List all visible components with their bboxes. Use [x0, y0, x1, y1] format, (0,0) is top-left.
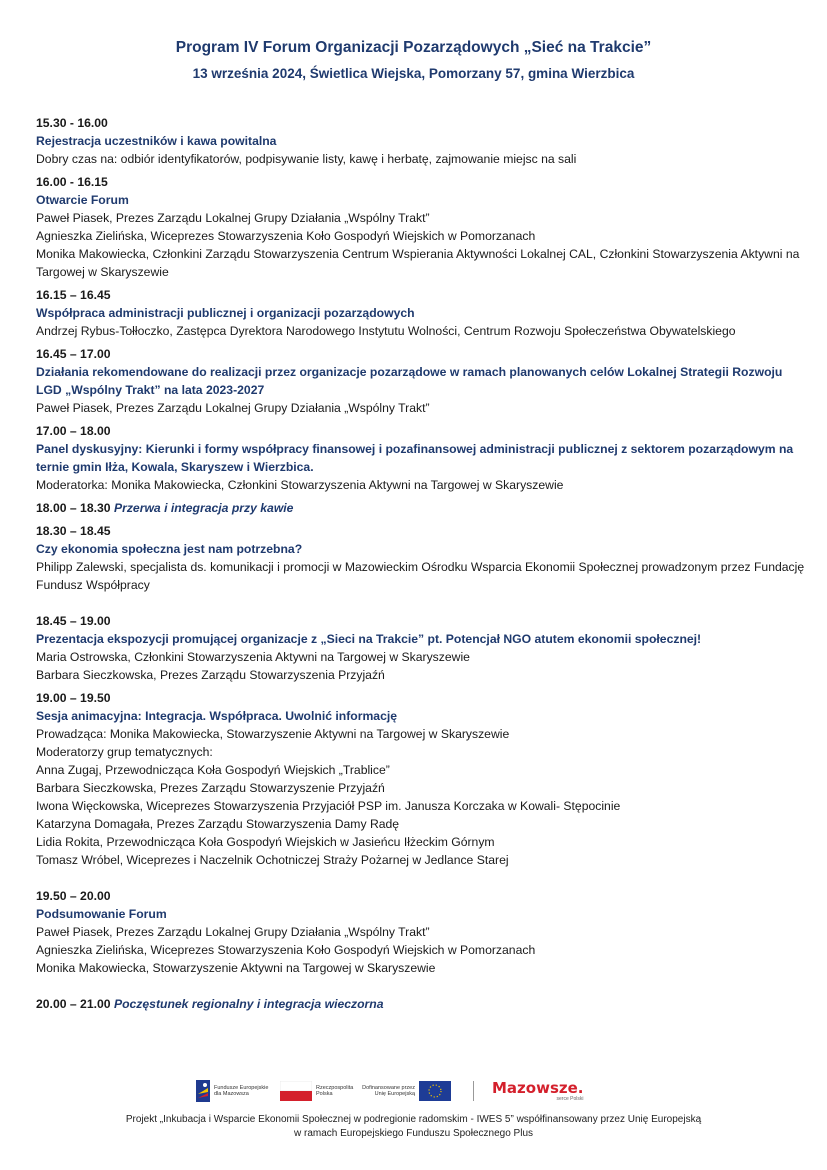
footer	[0, 1113, 827, 1141]
program-time: 18.00 – 18.30	[36, 501, 111, 515]
program-line: Agnieszka Zielińska, Wiceprezes Stowarzyszenia Koło Gospodyń Wiejskich w Pomorzanach	[36, 943, 536, 957]
program-title: Panel dyskusyjny: Kierunki i formy współpracy finansowej i pozafinansowej administracji publicznej z sektorem pozarządowym na ternie gmin Iłża, Kowala, Skaryszew i Wierzbica.	[36, 442, 794, 474]
program-inline-title: Poczęstunek regionalny i integracja wieczorna	[113, 997, 384, 1011]
program-title: Otwarcie Forum	[36, 193, 129, 207]
program-line: Paweł Piasek, Prezes Zarządu Lokalnej Grupy Działania „Wspólny Trakt”	[36, 211, 430, 225]
program-title: Czy ekonomia społeczna jest nam potrzebna?	[36, 542, 303, 556]
spacer	[36, 982, 806, 995]
program-item	[36, 173, 806, 281]
program-line: Monika Makowiecka, Członkini Zarządu Stowarzyszenia Centrum Wspierania Aktywności Lokalnej CAL, Członkini Stowarzyszenia Aktywni na Targowej w Skaryszewie	[36, 247, 800, 279]
logo-bar	[196, 1078, 626, 1104]
program-time: 15.30 - 16.00	[36, 116, 108, 130]
page-title: Program IV Forum Organizacji Pozarządowych „Sieć na Trakcie”	[175, 39, 652, 56]
program-title: Rejestracja uczestników i kawa powitalna	[36, 134, 277, 148]
program-line: Maria Ostrowska, Członkini Stowarzyszenia Aktywni na Targowej w Skaryszewie	[36, 650, 470, 664]
program-line: Dobry czas na: odbiór identyfikatorów, podpisywanie listy, kawę i herbatę, zajmowanie miejsc na sali	[36, 152, 577, 166]
fe-logo-icon	[196, 1080, 210, 1102]
program-item	[36, 286, 806, 340]
program-time-row	[36, 522, 806, 540]
program-line: Paweł Piasek, Prezes Zarządu Lokalnej Grupy Działania „Wspólny Trakt”	[36, 925, 430, 939]
page-subtitle: 13 września 2024, Świetlica Wiejska, Pomorzany 57, gmina Wierzbica	[192, 66, 635, 81]
program-item	[36, 612, 806, 684]
program-time: 16.00 - 16.15	[36, 175, 108, 189]
program-line: Paweł Piasek, Prezes Zarządu Lokalnej Grupy Działania „Wspólny Trakt”	[36, 401, 430, 415]
program-time: 18.45 – 19.00	[36, 614, 111, 628]
program-title: Prezentacja ekspozycji promującej organizacje z „Sieci na Trakcie” pt. Potencjał NGO atutem ekonomii społecznej!	[36, 632, 702, 646]
program-line: Andrzej Rybus-Tołłoczko, Zastępca Dyrektora Narodowego Instytutu Wolności, Centrum Rozwoju Społeczeństwa Obywatelskiego	[36, 324, 736, 338]
program-item	[36, 499, 806, 517]
program-line: Agnieszka Zielińska, Wiceprezes Stowarzyszenia Koło Gospodyń Wiejskich w Pomorzanach	[36, 229, 536, 243]
program-item	[36, 522, 806, 594]
program-time: 19.00 – 19.50	[36, 691, 111, 705]
program-inline-title: Przerwa i integracja przy kawie	[113, 501, 294, 515]
program-item	[36, 689, 806, 869]
program-line: Philipp Zalewski, specjalista ds. komunikacji i promocji w Mazowieckim Ośrodku Wsparcia Ekonomii Społecznej prowadzonym przez Fundację Fundusz Współpracy	[36, 560, 805, 592]
program-time: 17.00 – 18.00	[36, 424, 111, 438]
rp-logo-text: Rzeczpospolita Polska	[316, 1085, 354, 1097]
program-time-row	[36, 689, 806, 707]
program-time-row	[36, 422, 806, 440]
program-time-row	[36, 345, 806, 363]
program-time: 20.00 – 21.00	[36, 997, 111, 1011]
program-title: Podsumowanie Forum	[36, 907, 167, 921]
program-title: Sesja animacyjna: Integracja. Współpraca. Uwolnić informację	[36, 709, 398, 723]
fe-logo-text: Fundusze Europejskie dla Mazowsza	[214, 1085, 269, 1097]
divider	[473, 1081, 474, 1101]
program-item	[36, 887, 806, 977]
program-time: 16.45 – 17.00	[36, 347, 111, 361]
program-time-row	[36, 286, 806, 304]
polish-flag-icon	[280, 1081, 312, 1101]
program-line: Tomasz Wróbel, Wiceprezes i Naczelnik Ochotniczej Straży Pożarnej w Jedlance Starej	[36, 853, 509, 867]
program-line: Lidia Rokita, Przewodnicząca Koła Gospodyń Wiejskich w Jasieńcu Iłżeckim Górnym	[36, 835, 495, 849]
program-title: Współpraca administracji publicznej i organizacji pozarządowych	[36, 306, 415, 320]
program-line: Moderatorzy grup tematycznych:	[36, 745, 213, 759]
program-line: Barbara Sieczkowska, Prezes Zarządu Stowarzyszenia Przyjaźń	[36, 668, 385, 682]
mazowsze-logo: Mazowsze.	[492, 1078, 584, 1097]
program-title: Działania rekomendowane do realizacji przez organizacje pozarządowe w ramach planowanych celów Lokalnej Strategii Rozwoju LGD „Wspólny Trakt” na lata 2023-2027	[36, 365, 783, 397]
spacer	[36, 599, 806, 612]
program-line: Katarzyna Domagała, Prezes Zarządu Stowarzyszenia Damy Radę	[36, 817, 400, 831]
program-time-row	[36, 887, 806, 905]
spacer	[36, 874, 806, 887]
program-line: Iwona Więckowska, Wiceprezes Stowarzyszenia Przyjaciół PSP im. Janusza Korczaka w Kowali- Stępocinie	[36, 799, 621, 813]
program-list	[36, 114, 806, 1018]
program-item	[36, 114, 806, 168]
program-time-row	[36, 612, 806, 630]
program-time-row	[36, 114, 806, 132]
program-time-row	[36, 173, 806, 191]
eu-flag-icon	[419, 1081, 451, 1101]
program-line: Prowadząca: Monika Makowiecka, Stowarzyszenie Aktywni na Targowej w Skaryszewie	[36, 727, 510, 741]
program-item	[36, 995, 806, 1013]
footer-line-1: Projekt „Inkubacja i Wsparcie Ekonomii Społecznej w podregionie radomskim - IWES 5” współfinansowany przez Unię Europejską	[125, 1114, 702, 1125]
program-line: Barbara Sieczkowska, Prezes Zarządu Stowarzyszenie Przyjaźń	[36, 781, 385, 795]
program-item	[36, 345, 806, 417]
program-time: 18.30 – 18.45	[36, 524, 111, 538]
program-line: Anna Zugaj, Przewodnicząca Koła Gospodyń Wiejskich „Trablice”	[36, 763, 390, 777]
program-time: 19.50 – 20.00	[36, 889, 111, 903]
program-time: 16.15 – 16.45	[36, 288, 111, 302]
program-time-row	[36, 499, 806, 517]
footer-line-2: w ramach Europejskiego Funduszu Społecznego Plus	[293, 1128, 534, 1139]
program-item	[36, 422, 806, 494]
program-time-row	[36, 995, 806, 1013]
mazowsze-tagline: serce Polski	[556, 1095, 584, 1102]
eu-logo-text: Dofinansowane przez Unię Europejską	[362, 1085, 415, 1097]
program-line: Monika Makowiecka, Stowarzyszenie Aktywni na Targowej w Skaryszewie	[36, 961, 436, 975]
program-line: Moderatorka: Monika Makowiecka, Członkini Stowarzyszenia Aktywni na Targowej w Skaryszewie	[36, 478, 564, 492]
